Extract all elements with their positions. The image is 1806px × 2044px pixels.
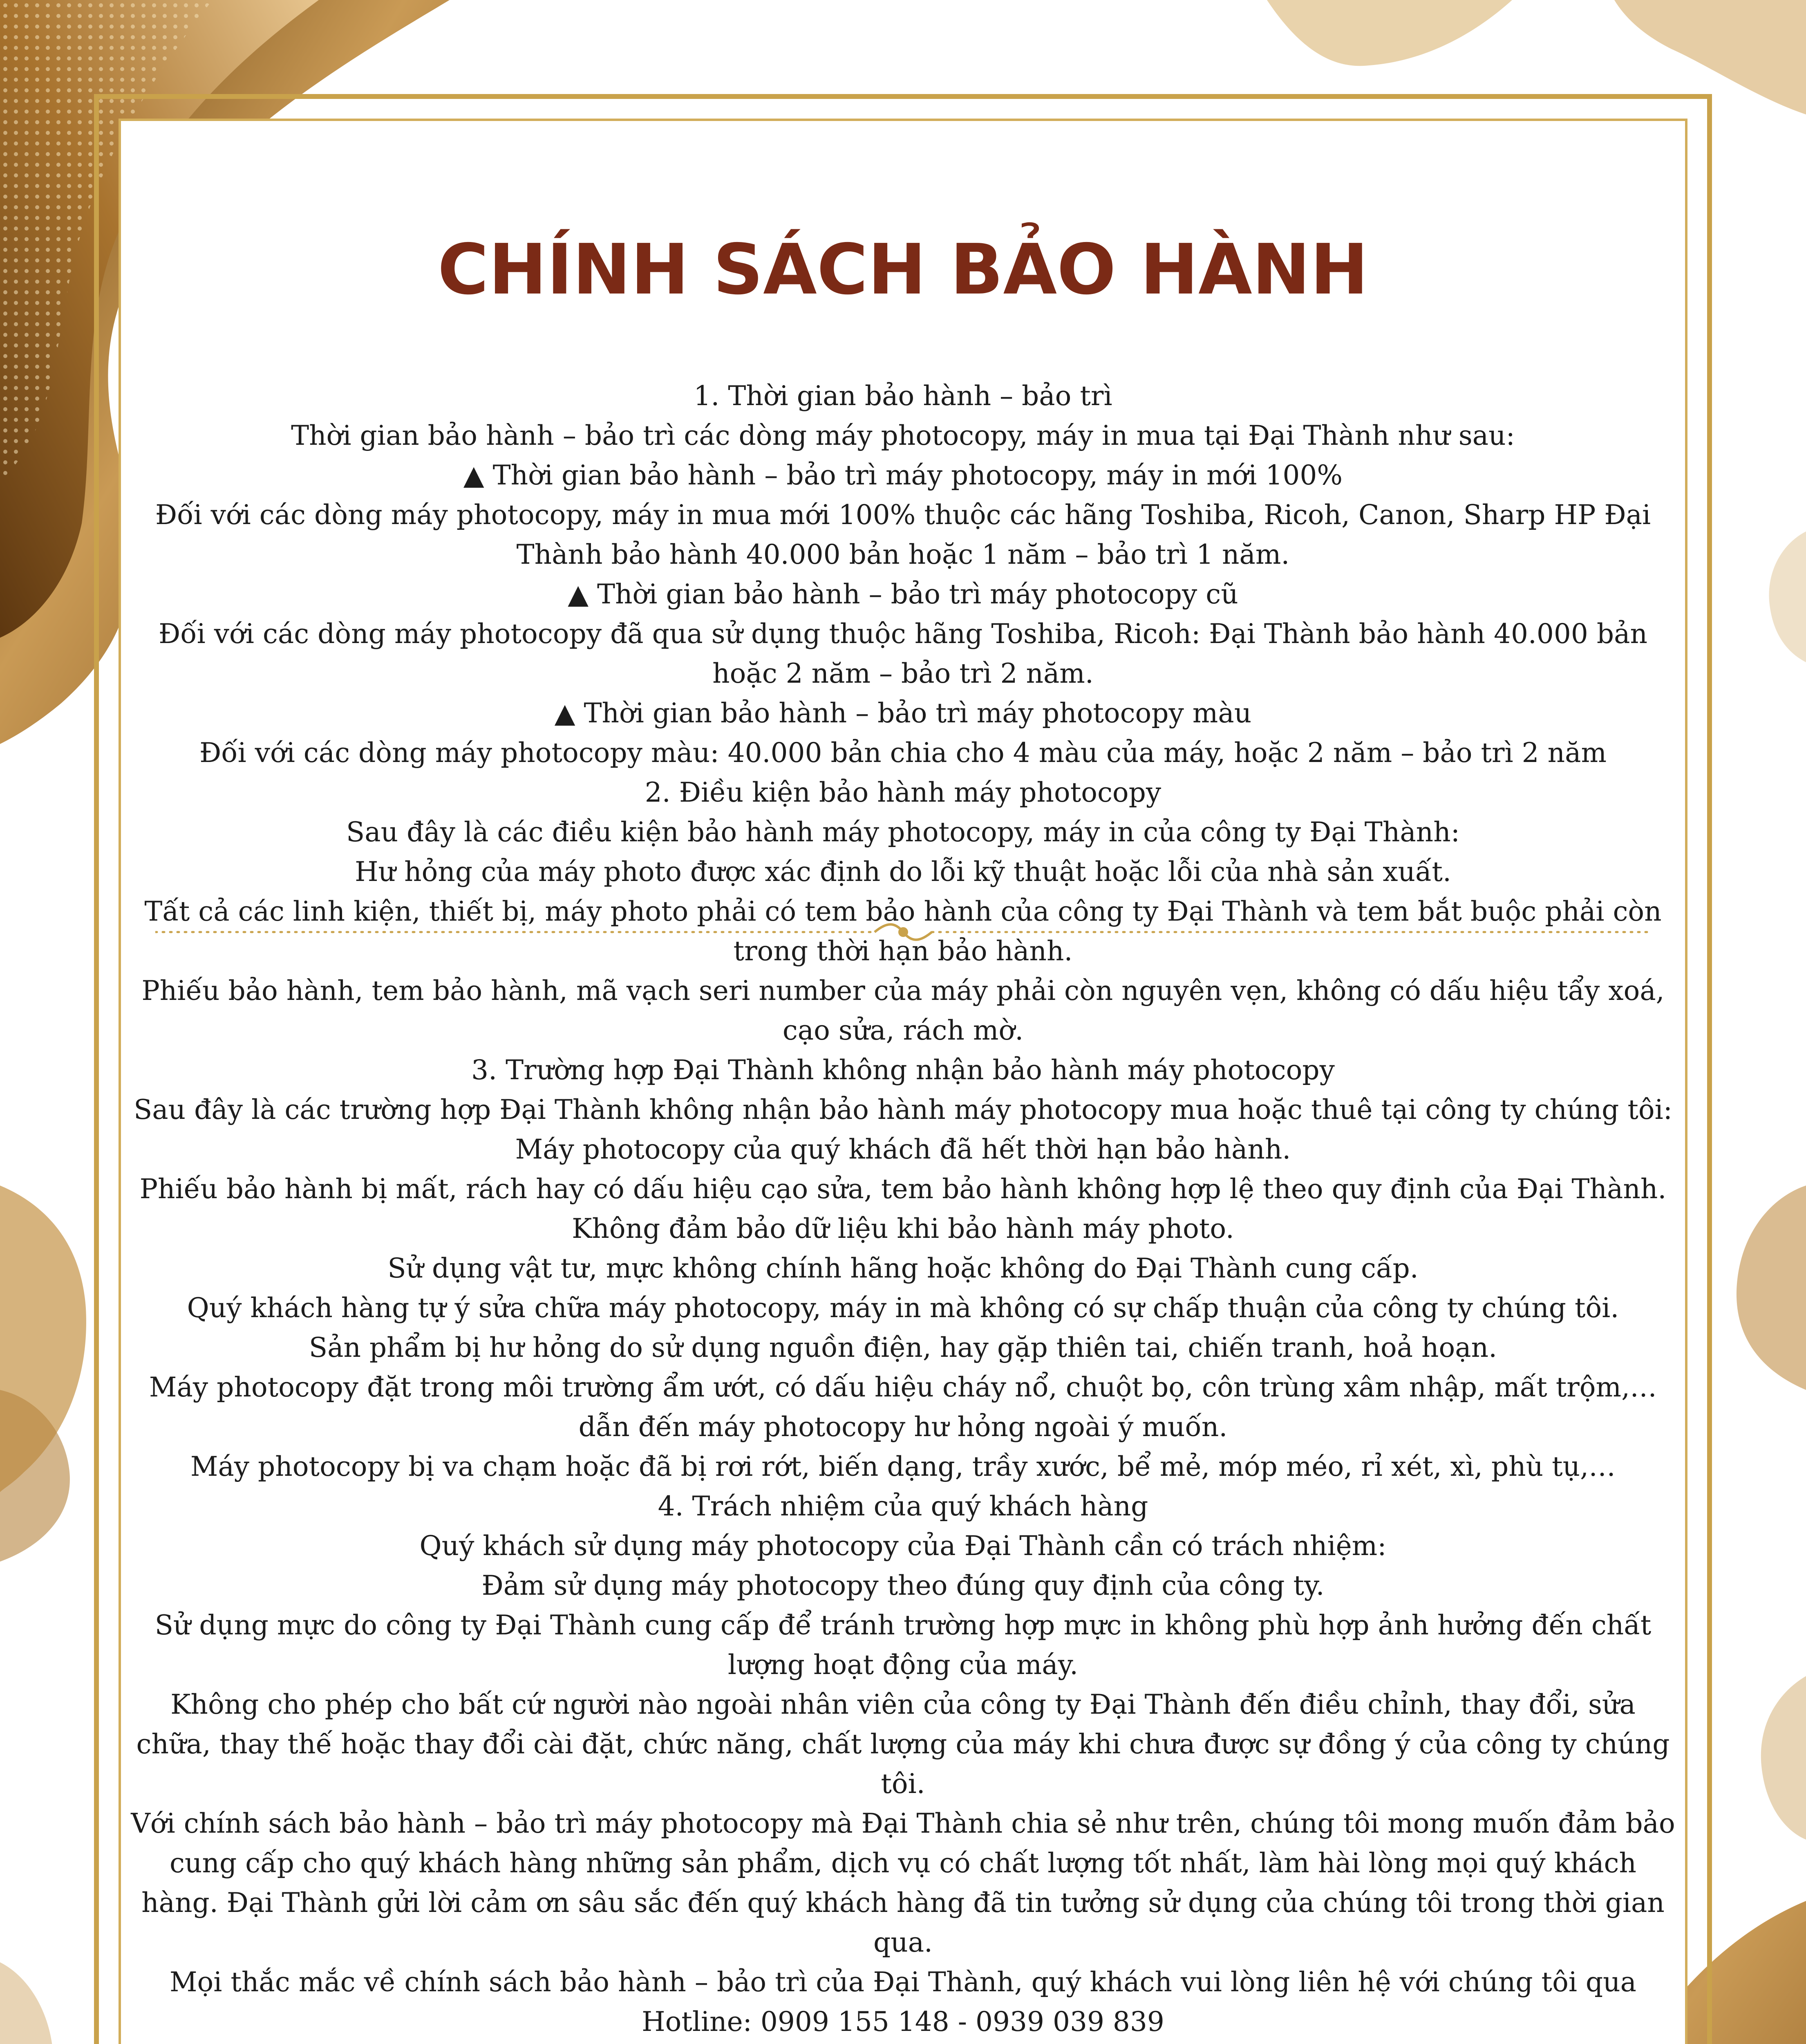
paragraph: Mọi thắc mắc về chính sách bảo hành – bảo trì của Đại Thành, quý khách vui lòng liên hệ với chúng tôi qua [169,1966,1637,1998]
policy-body [131,376,1675,2042]
paragraph: Quý khách hàng tự ý sửa chữa máy photocopy, máy in mà không có sự chấp thuận của công ty chúng tôi. [187,1292,1619,1324]
paragraph: Quý khách sử dụng máy photocopy của Đại Thành cần có trách nhiệm: [419,1530,1387,1562]
section-heading-1: 1. Thời gian bảo hành – bảo trì [694,380,1112,412]
paragraph: Sản phẩm bị hư hỏng do sử dụng nguồn điện, hay gặp thiên tai, chiến tranh, hoả hoạn. [309,1332,1497,1363]
sub-heading: ▲ Thời gian bảo hành – bảo trì máy photocopy cũ [568,578,1238,610]
paragraph: Máy photocopy của quý khách đã hết thời hạn bảo hành. [515,1134,1291,1165]
paragraph: Thời gian bảo hành – bảo trì các dòng máy photocopy, máy in mua tại Đại Thành như sau: [291,420,1515,451]
paragraph: Sau đây là các trường hợp Đại Thành không nhận bảo hành máy photocopy mua hoặc thuê tại công ty chúng tôi: [134,1094,1672,1125]
paragraph: Phiếu bảo hành, tem bảo hành, mã vạch seri number của máy phải còn nguyên vẹn, không có dấu hiệu tẩy xoá, cạo sửa, rách mờ. [141,975,1665,1046]
paragraph: Sử dụng vật tư, mực không chính hãng hoặc không do Đại Thành cung cấp. [387,1253,1419,1284]
paragraph: Đối với các dòng máy photocopy, máy in mua mới 100% thuộc các hãng Toshiba, Ricoh, Canon, Sharp HP Đại Thành bảo hành 40.000 bản hoặc 1 năm – bảo trì 1 năm. [155,499,1651,570]
paragraph: Máy photocopy bị va chạm hoặc đã bị rơi rớt, biến dạng, trầy xước, bể mẻ, móp méo, rỉ xét, xì, phù tụ,… [190,1451,1616,1482]
paragraph: Tất cả các linh kiện, thiết bị, máy photo phải có tem bảo hành của công ty Đại Thành và tem bắt buộc phải còn trong thời hạn bảo hành. [144,896,1662,967]
sub-heading: ▲ Thời gian bảo hành – bảo trì máy photocopy, máy in mới 100% [463,459,1343,491]
section-heading-4: 4. Trách nhiệm của quý khách hàng [658,1490,1148,1522]
section-heading-2: 2. Điều kiện bảo hành máy photocopy [645,777,1161,808]
paragraph: Với chính sách bảo hành – bảo trì máy photocopy mà Đại Thành chia sẻ như trên, chúng tôi mong muốn đảm bảo cung cấp cho quý khách hàng những sản phẩm, dịch vụ có chất lượng tốt nhất, làm hài lòng mọi quý khách hàng. Đại Thành gửi lời cảm ơn sâu sắc đến quý khách hàng đã tin tưởng sử dụng của chúng tôi trong thời gian qua. [131,1808,1675,1958]
paragraph: Đảm sử dụng máy photocopy theo đúng quy định của công ty. [481,1570,1325,1601]
paragraph: Đối với các dòng máy photocopy màu: 40.000 bản chia cho 4 màu của máy, hoặc 2 năm – bảo trì 2 năm [199,737,1607,769]
paragraph: Sử dụng mực do công ty Đại Thành cung cấp để tránh trường hợp mực in không phù hợp ảnh hưởng đến chất lượng hoạt động của máy. [154,1609,1652,1681]
section-heading-3: 3. Trường hợp Đại Thành không nhận bảo hành máy photocopy [471,1054,1335,1086]
sub-heading: ▲ Thời gian bảo hành – bảo trì máy photocopy màu [554,697,1252,729]
paragraph: Máy photocopy đặt trong môi trường ẩm ướt, có dấu hiệu cháy nổ, chuột bọ, côn trùng xâm nhập, mất trộm,… dẫn đến máy photocopy hư hỏng ngoài ý muốn. [149,1372,1657,1443]
paragraph: Phiếu bảo hành bị mất, rách hay có dấu hiệu cạo sửa, tem bảo hành không hợp lệ theo quy định của Đại Thành. [139,1173,1667,1205]
hotline: Hotline: 0909 155 148 - 0939 039 839 [642,2006,1164,2037]
paragraph: Đối với các dòng máy photocopy đã qua sử dụng thuộc hãng Toshiba, Ricoh: Đại Thành bảo hành 40.000 bản hoặc 2 năm – bảo trì 2 năm. [159,618,1647,689]
paragraph: Sau đây là các điều kiện bảo hành máy photocopy, máy in của công ty Đại Thành: [346,816,1460,848]
paragraph: Hư hỏng của máy photo được xác định do lỗi kỹ thuật hoặc lỗi của nhà sản xuất. [355,856,1451,888]
paragraph: Không đảm bảo dữ liệu khi bảo hành máy photo. [572,1213,1234,1244]
paragraph: Không cho phép cho bất cứ người nào ngoài nhân viên của công ty Đại Thành đến điều chỉnh, thay đổi, sửa chữa, thay thế hoặc thay đổi cài đặt, chức năng, chất lượng của máy khi chưa được sự đồng ý của công ty chúng tôi. [136,1689,1670,1800]
page-title: CHÍNH SÁCH BẢO HÀNH [437,229,1369,310]
